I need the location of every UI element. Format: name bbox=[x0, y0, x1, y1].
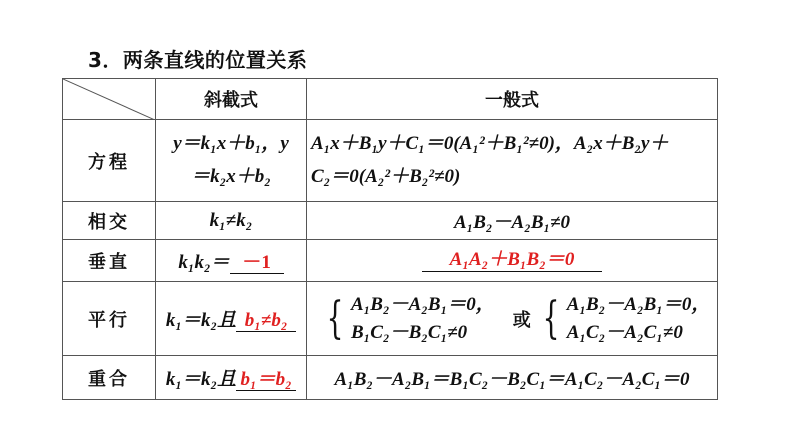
diagonal-line bbox=[63, 79, 155, 120]
general-parallel-cell bbox=[307, 282, 718, 356]
slope-parallel-prefix: k₁＝k₂且 bbox=[165, 309, 237, 331]
row-label-equation: 方程 bbox=[63, 120, 156, 202]
header-general-form: 一般式 bbox=[307, 79, 718, 120]
answer-blank-perpendicular: A₁A₂＋B₁B₂＝0 bbox=[422, 250, 602, 272]
slope-equation-line1: y＝k₁x＋b₁，y bbox=[173, 133, 289, 155]
section-title: 3．两条直线的位置关系 bbox=[88, 48, 308, 72]
general-intersect-cell: A₁B₂－A₂B₁≠0 bbox=[307, 202, 718, 240]
answer-blank-coincide: b₁＝b₂ bbox=[236, 370, 296, 392]
corner-cell bbox=[63, 79, 156, 120]
slope-coincide-prefix: k₁＝k₂且 bbox=[165, 368, 237, 390]
system-2 bbox=[537, 291, 711, 346]
system-2-line2: A₁C₂－A₂C₁≠0 bbox=[566, 321, 683, 343]
row-label-perpendicular: 垂直 bbox=[63, 240, 156, 282]
line-relations-table bbox=[62, 78, 718, 400]
general-equation-line1: A₁x＋B₁y＋C₁＝0(A₁²＋B₁²≠0)，A₂x＋B₂y＋ bbox=[311, 133, 669, 155]
answer-blank-neg-one: －1 bbox=[230, 253, 284, 275]
system-1 bbox=[321, 291, 495, 346]
system-2-line1: A₁B₂－A₂B₁＝0， bbox=[566, 293, 711, 315]
row-label-intersect: 相交 bbox=[63, 202, 156, 240]
header-slope-form: 斜截式 bbox=[156, 79, 307, 120]
row-label-coincide: 重合 bbox=[63, 356, 156, 400]
general-equation-cell bbox=[307, 120, 718, 202]
slope-intersect-cell: k₁≠k₂ bbox=[156, 202, 307, 240]
slope-perpendicular-prefix: k₁k₂＝ bbox=[178, 251, 230, 273]
slope-parallel-cell bbox=[156, 282, 307, 356]
system-1-line1: A₁B₂－A₂B₁＝0， bbox=[351, 293, 495, 315]
system-1-line2: B₁C₂－B₂C₁≠0 bbox=[351, 321, 468, 343]
row-label-parallel: 平行 bbox=[63, 282, 156, 356]
answer-blank-parallel: b₁≠b₂ bbox=[236, 311, 296, 333]
or-word: 或 bbox=[512, 309, 531, 331]
slope-coincide-cell bbox=[156, 356, 307, 400]
general-equation-line2: C₂＝0(A₂²＋B₂²≠0) bbox=[311, 165, 461, 187]
left-brace-icon: { bbox=[326, 292, 344, 344]
slope-equation-cell bbox=[156, 120, 307, 202]
general-perpendicular-cell bbox=[307, 240, 718, 282]
slope-perpendicular-cell bbox=[156, 240, 307, 282]
slope-equation-line2: ＝k₂x＋b₂ bbox=[191, 165, 271, 187]
general-coincide-cell: A₁B₂－A₂B₁＝B₁C₂－B₂C₁＝A₁C₂－A₂C₁＝0 bbox=[307, 356, 718, 400]
left-brace-icon: { bbox=[542, 292, 560, 344]
